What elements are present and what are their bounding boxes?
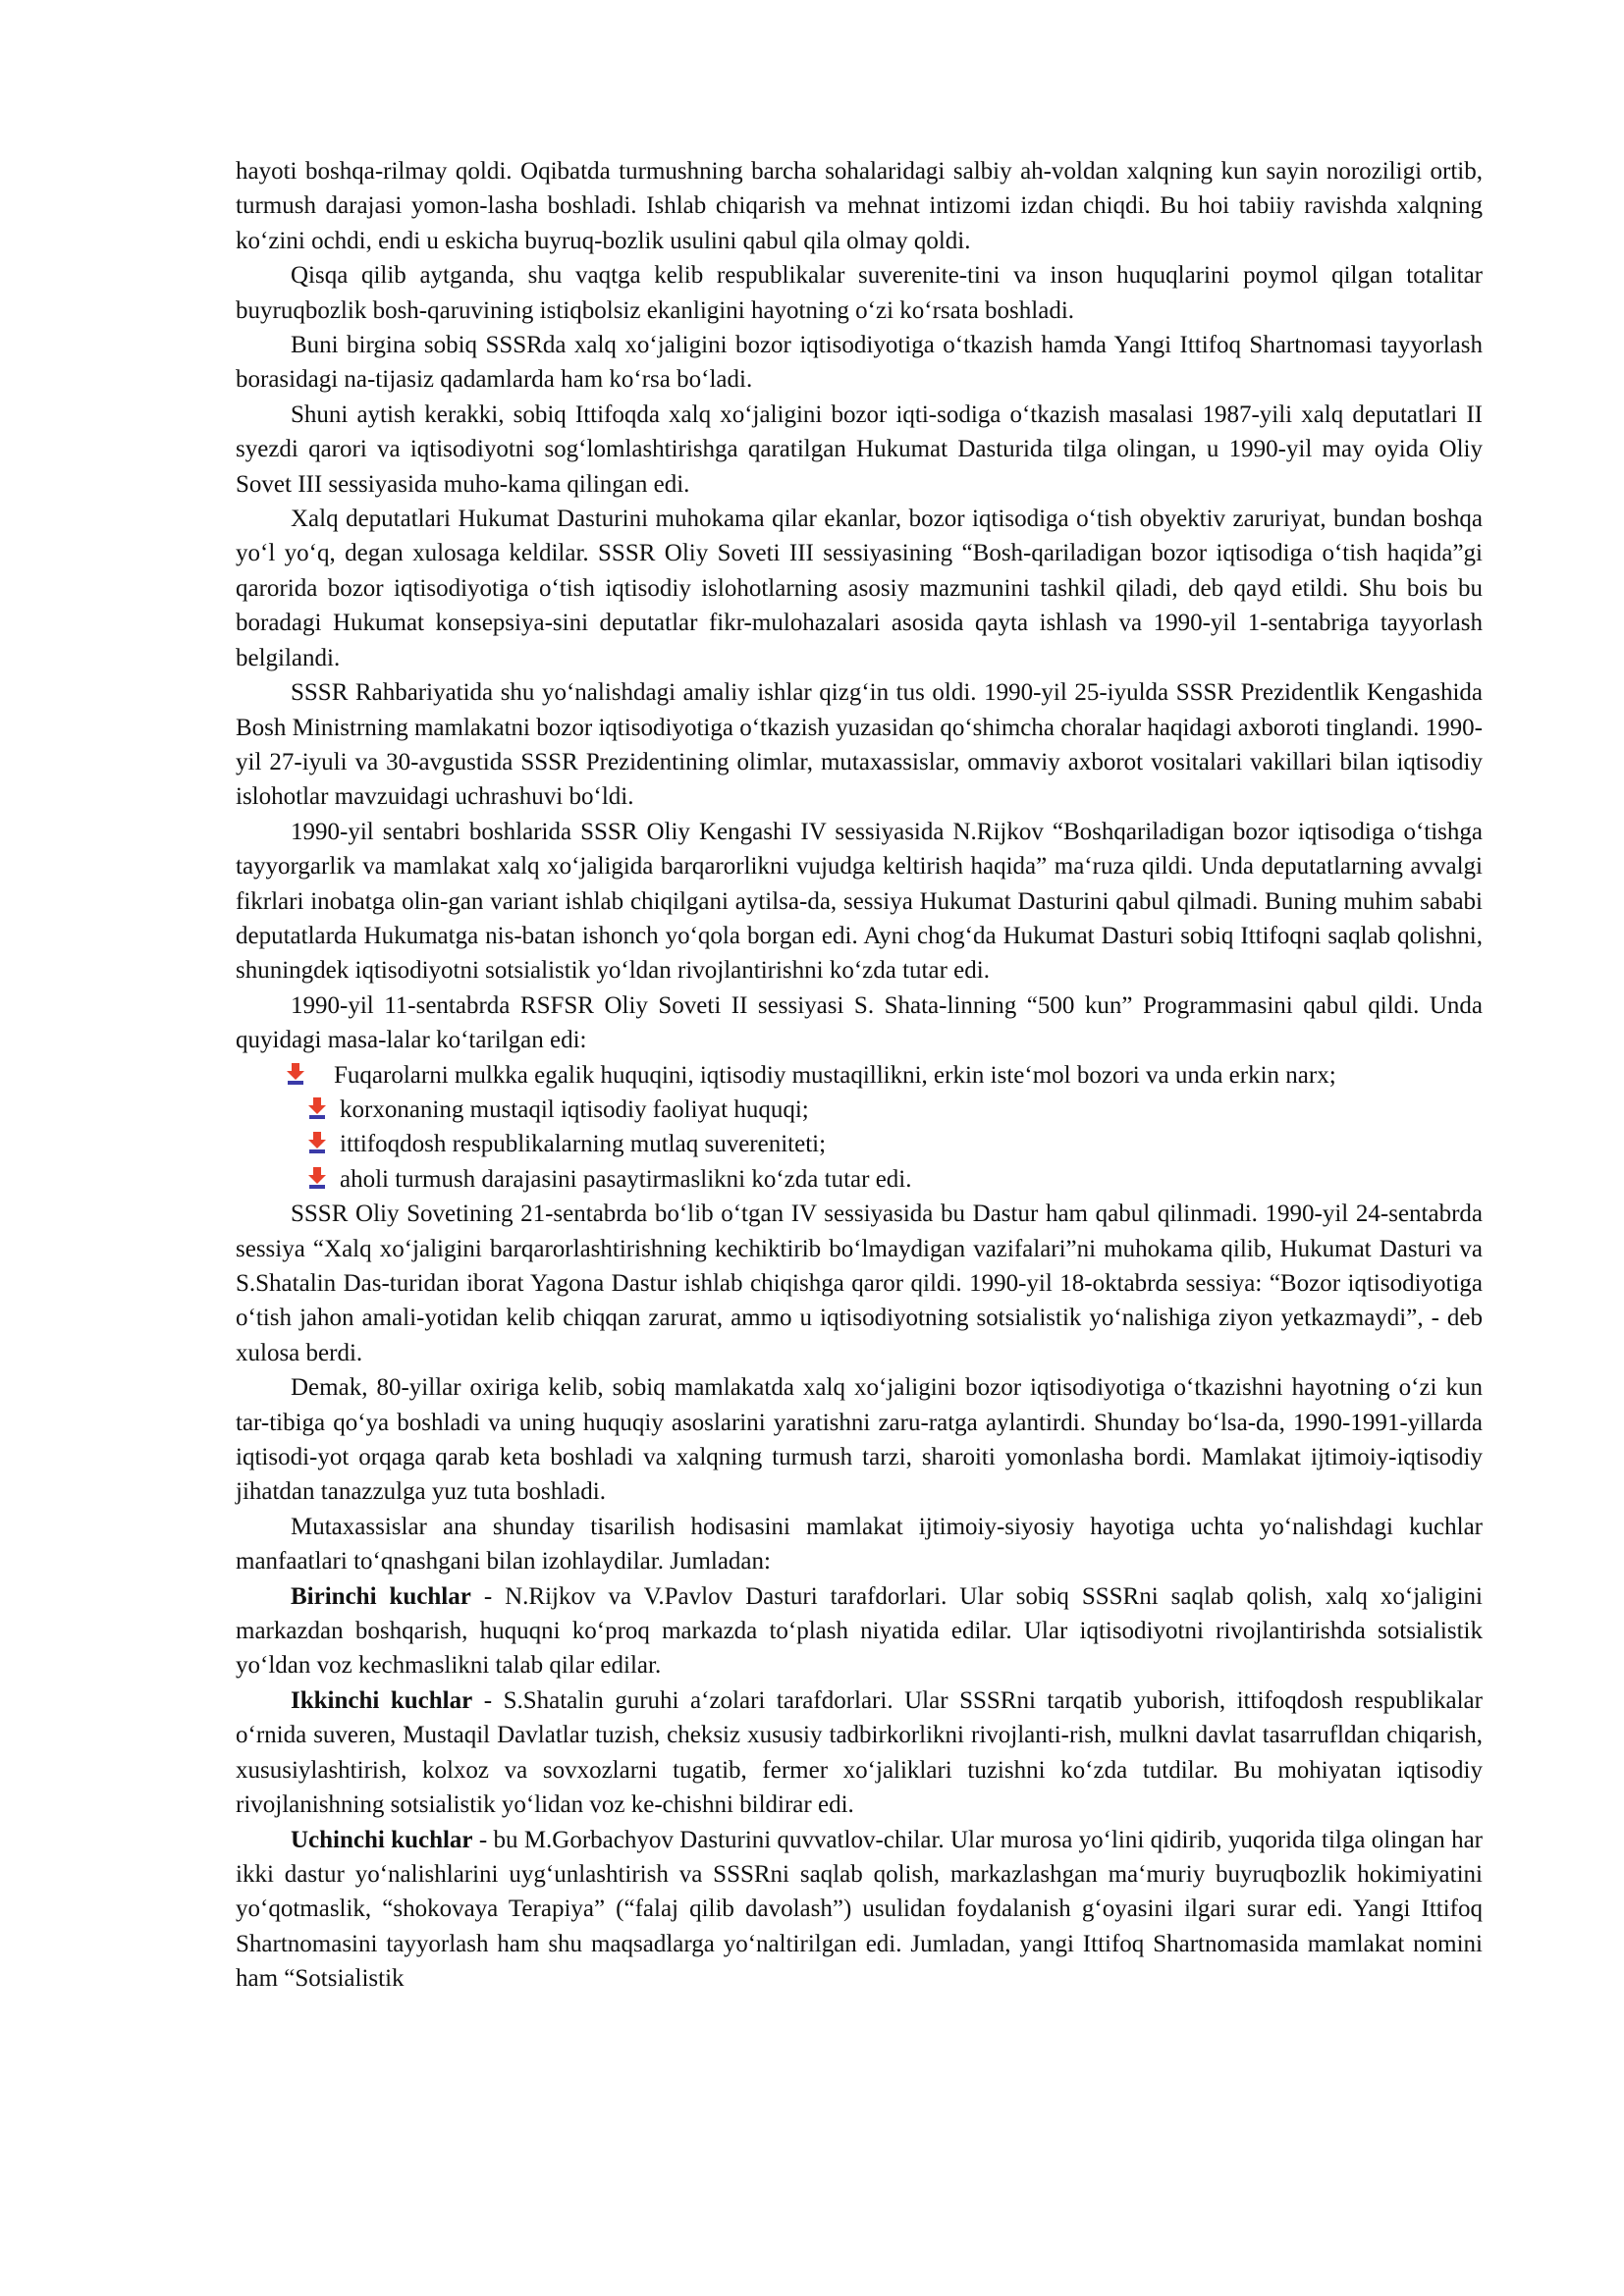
paragraph-text: - N.Rijkov va V.Pavlov Dasturi tarafdorlari. Ular sobiq SSSRni saqlab qolish, xalq xo‘jaligini markazdan boshqarish, huquqni ko‘proq markazda to‘plash niyatida edilar. Ular iqtisodiyotni rivojlantirishda sotsialistik yo‘ldan voz kechmaslikni talab qilar edilar.: [236, 1582, 1483, 1680]
arrow-down-icon: [306, 1131, 328, 1154]
paragraph: Demak, 80-yillar oxiriga kelib, sobiq mamlakatda xalq xo‘jaligini bozor iqtisodiyotiga o‘tkazishni hayotning o‘zi kun tar-tibiga qo‘ya boshladi va uning huquqiy asoslarini yaratishni zaru-ratga aylantirdi. Shunday bo‘lsa-da, 1990-1991-yillarda iqtisodi-yot orqaga qarab keta boshladi va xalqning turmush tarzi, sharoiti yomonlasha bordi. Mamlakat ijtimoiy-iqtisodiy jihatdan tanazzulga yuz tuta boshladi.: [236, 1374, 1483, 1506]
bold-term: Uchinchi kuchlar: [291, 1826, 473, 1853]
arrow-down-icon: [306, 1096, 328, 1120]
list-item: [236, 1093, 1483, 1127]
paragraph-text: - S.Shatalin guruhi a‘zolari tarafdorlari. Ular SSSRni tarqatib yuborish, ittifoqdosh respublikalar o‘rnida suveren, Mustaqil Davlatlar tuzish, cheksiz xususiy tadbirkorlikni rivojlanti-rish, mulkni davlat tasarrufldan chiqarish, xususiylashtirish, kolxoz va sovxozlarni tugatib, fermer xo‘jaliklari tuzishni ko‘zda tutdilar. Bu mohiyatan iqtisodiy rivojlanishning sotsialistik yo‘lidan voz ke-chishni bildirar edi.: [236, 1686, 1483, 1819]
arrow-down-icon: [306, 1166, 328, 1190]
list-item-text: aholi turmush darajasini pasaytirmaslikni ko‘zda tutar edi.: [340, 1165, 912, 1193]
list-item-text: korxonaning mustaqil iqtisodiy faoliyat huquqi;: [340, 1095, 809, 1123]
paragraph: [236, 1823, 1483, 1997]
list-item-text: ittifoqdosh respublikalarning mutlaq suvereniteti;: [340, 1131, 827, 1158]
bold-term: Birinchi kuchlar: [291, 1582, 471, 1610]
document-page: [236, 154, 1483, 1997]
list-item-text: Fuqarolarni mulkka egalik huquqini, iqtisodiy mustaqillikni, erkin iste‘mol bozori va unda erkin narx;: [334, 1061, 1336, 1089]
paragraph: Shuni aytish kerakki, sobiq Ittifoqda xalq xo‘jaligini bozor iqti-sodiga o‘tkazish masalasi 1987-yili xalq deputatlari II syezdi qarori va iqtisodiyotni sog‘lomlashtirishga qaratilgan Hukumat Dasturida tilga olingan, u 1990-yil may oyida Oliy Sovet III sessiyasida muho-kama qilingan edi.: [236, 400, 1483, 498]
paragraph: Xalq deputatlari Hukumat Dasturini muhokama qilar ekanlar, bozor iqtisodiga o‘tish obyektiv zaruriyat, bundan boshqa yo‘l yo‘q, degan xulosaga keldilar. SSSR Oliy Soveti III sessiyasining “Bosh-qariladigan bozor iqtisodiga o‘tish haqida”gi qarorida bozor iqtisodiyotiga o‘tish iqtisodiy islohotlarning asosiy mazmunini tashkil qiladi, deb qayd etildi. Shu bois bu boradagi Hukumat konsepsiya-sini deputatlar fikr-mulohazalari asosida qayta ishlash va 1990-yil 1-sentabriga tayyorlash belgilandi.: [236, 506, 1483, 671]
paragraph: [236, 1683, 1483, 1823]
paragraph-text: - bu M.Gorbachyov Dasturini quvvatlov-chilar. Ular murosa yo‘lini qidirib, yuqorida tilga olingan har ikki dastur yo‘nalishlarini uyg‘unlashtirish va SSSRni saqlab qolish, markazlashgan ma‘muriy buyruqbozlik hokimiyatini yo‘qotmaslik, “shokovaya Terapiya” (“falaj qilib davolash”) usulidan foydalanish g‘oyasini ilgari surar edi. Yangi Ittifoq Shartnomasini tayyorlash ham shu maqsadlarga yo‘naltirilgan edi. Jumladan, yangi Ittifoq Shartnomasida mamlakat nomini ham “Sotsialistik: [236, 1826, 1483, 1993]
arrow-down-icon: [285, 1062, 306, 1086]
paragraph: SSSR Oliy Sovetining 21-sentabrda bo‘lib o‘tgan IV sessiyasida bu Dastur ham qabul qilinmadi. 1990-yil 24-sentabrda sessiya “Xalq xo‘jaligini barqarorlashtirishning kechiktirib bo‘lmaydigan vazifalari”ni muhokama qilib, Hukumat Dasturi va S.Shatalin Das-turidan iborat Yagona Dastur ishlab chiqishga qaror qildi. 1990-yil 18-oktabrda sessiya: “Bozor iqtisodiyotiga o‘tish jahon amali-yotidan kelib chiqqan zarurat, ammo u iqtisodiyotning sotsialistik yo‘nalishiga ziyon yetkazmaydi”, - deb xulosa berdi.: [236, 1201, 1483, 1366]
paragraph: [236, 1579, 1483, 1683]
paragraph: Buni birgina sobiq SSSRda xalq xo‘jaligini bozor iqtisodiyotiga o‘tkazish hamda Yangi Ittifoq Shartnomasi tayyorlash borasidagi na-tijasiz qadamlarda ham ko‘rsa bo‘ladi.: [236, 332, 1483, 394]
bold-term: Ikkinchi kuchlar: [291, 1686, 473, 1714]
paragraph: Qisqa qilib aytganda, shu vaqtga kelib respublikalar suverenite-tini va inson huquqlarini poymol qilgan totalitar buyruqbozlik bosh-qaruvining istiqbolsiz ekanligini hayotning o‘zi ko‘rsata boshladi.: [236, 262, 1483, 324]
list-item: [236, 1162, 1483, 1197]
list-item: [236, 1058, 1483, 1093]
paragraph: SSSR Rahbariyatida shu yo‘nalishdagi amaliy ishlar qizg‘in tus oldi. 1990-yil 25-iyulda SSSR Prezidentlik Kengashida Bosh Ministrning mamlakatni bozor iqtisodiyotiga o‘tkazish yuzasidan qo‘shimcha choralar haqidagi axboroti tinglandi. 1990-yil 27-iyuli va 30-avgustida SSSR Prezidentining olimlar, mutaxassislar, ommaviy axborot vositalari vakillari bilan iqtisodiy islohotlar mavzuidagi uchrashuvi bo‘ldi.: [236, 679, 1483, 811]
paragraph: 1990-yil sentabri boshlarida SSSR Oliy Kengashi IV sessiyasida N.Rijkov “Boshqariladigan bozor iqtisodiga o‘tishga tayyorgarlik va mamlakat xalq xo‘jaligida barqarorlikni vujudga keltirish haqida” ma‘ruza qildi. Unda deputatlarning avvalgi fikrlari inobatga olin-gan variant ishlab chiqilgani aytilsa-da, sessiya Hukumat Dasturini qabul qilmadi. Buning muhim sababi deputatlarda Hukumatga nis-batan ishonch yo‘qola borgan edi. Ayni chog‘da Hukumat Dasturi sobiq Ittifoqni saqlab qolishni, shuningdek iqtisodiyotni sotsialistik yo‘ldan rivojlantirishni ko‘zda tutar edi.: [236, 818, 1483, 985]
paragraph: 1990-yil 11-sentabrda RSFSR Oliy Soveti II sessiyasi S. Shata-linning “500 kun” Programmasini qabul qildi. Unda quyidagi masa-lalar ko‘tarilgan edi:: [236, 991, 1483, 1054]
list-item: [236, 1127, 1483, 1161]
paragraph: Mutaxassislar ana shunday tisarilish hodisasini mamlakat ijtimoiy-siyosiy hayotiga uchta yo‘nalishdagi kuchlar manfaatlari to‘qnashgani bilan izohlaydilar. Jumladan:: [236, 1513, 1483, 1575]
paragraph: hayoti boshqa-rilmay qoldi. Oqibatda turmushning barcha sohalaridagi salbiy ah-voldan xalqning kun sayin noroziligi ortib, turmush darajasi yomon-lasha boshladi. Ishlab chiqarish va mehnat intizomi izdan chiqdi. Bu hoi tabiiy ravishda xalqning ko‘zini ochdi, endi u eskicha buyruq-bozlik usulini qabul qila olmay qoldi.: [236, 158, 1483, 254]
